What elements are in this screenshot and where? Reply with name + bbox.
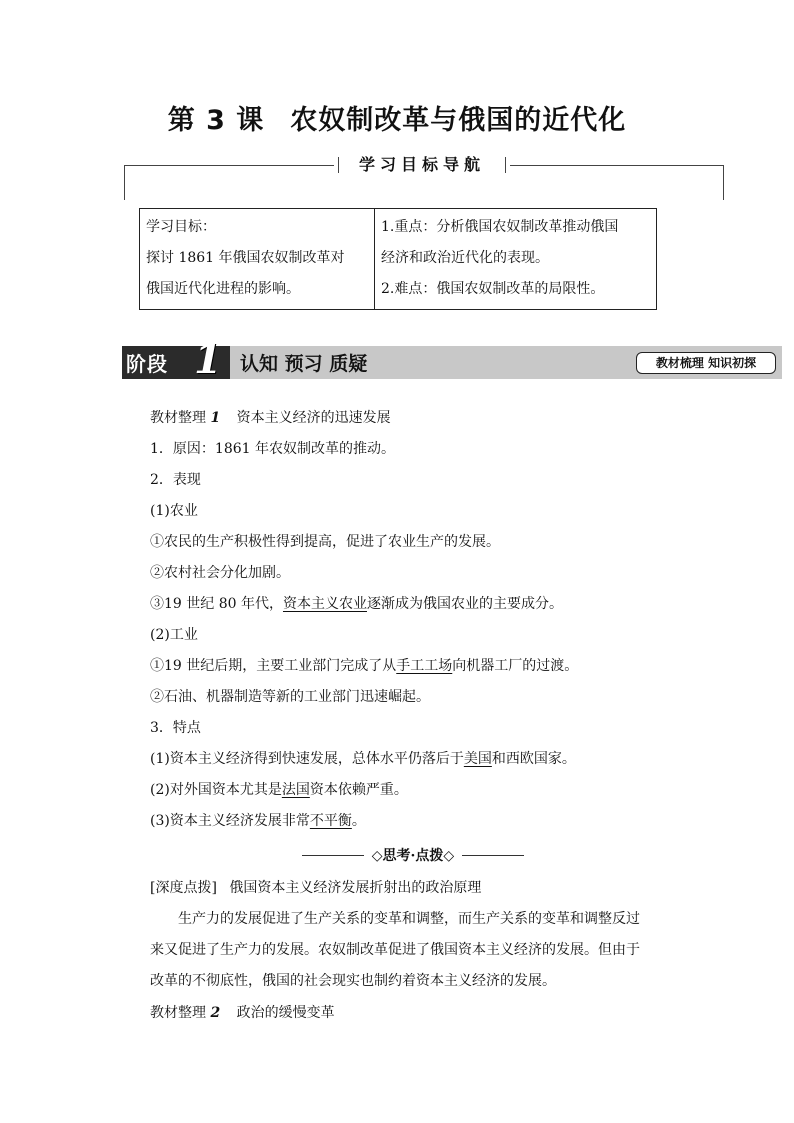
answer-france: 法国: [281, 782, 310, 798]
text-line-6: [150, 595, 563, 613]
text-line-9: ②石油、机器制造等新的工业部门迅速崛起。: [150, 689, 430, 705]
text-line-10: 3．特点: [150, 720, 201, 736]
answer-unbalanced: 不平衡: [309, 813, 352, 829]
text-line-12-start: (2)对外国资本尤其是: [150, 782, 282, 798]
section-2-number: 2: [210, 1005, 221, 1021]
section-2-heading: [150, 1004, 335, 1022]
stage-title: 认知 预习 质疑: [240, 353, 368, 375]
text-line-12-end: 资本依赖严重。: [309, 782, 408, 798]
section-1-label: 教材整理: [150, 410, 206, 426]
text-line-8-start: ①19 世纪后期，主要工业部门完成了从: [150, 658, 397, 674]
think-divider: [302, 845, 524, 865]
deep-title: 俄国资本主义经济发展折射出的政治原理: [229, 880, 482, 896]
lesson-number: 第 3 课: [167, 105, 265, 136]
text-line-13-end: 。: [351, 813, 366, 829]
section-2-label: 教材整理: [150, 1005, 206, 1021]
lesson-name: 农奴制改革与俄国的近代化: [290, 105, 627, 136]
divider-label: ◇思考·点拨◇: [371, 848, 455, 864]
stage-number: 1: [194, 336, 222, 383]
answer-handicraft-workshop: 手工工场: [396, 658, 453, 674]
text-line-11-end: 和西欧国家。: [491, 751, 576, 767]
stage-label: 阶段: [126, 352, 168, 376]
answer-usa: 美国: [463, 751, 492, 767]
answer-capitalist-agriculture: 资本主义农业: [282, 596, 367, 612]
objectives-left-text-1: 探讨 1861 年俄国农奴制改革对: [146, 250, 345, 266]
text-line-11: [150, 750, 576, 768]
deep-label: [深度点拨]: [150, 880, 217, 896]
text-line-1: 1．原因：1861 年农奴制改革的推动。: [150, 441, 395, 457]
section-1-title: 资本主义经济的迅速发展: [236, 410, 391, 426]
page-title: [0, 98, 794, 137]
text-line-6-start: ③19 世纪 80 年代，: [150, 596, 283, 612]
objectives-key-1: 1.重点：分析俄国农奴制改革推动俄国: [381, 219, 619, 235]
objectives-left-cell: [140, 209, 375, 310]
divider-rule-left: [302, 855, 364, 856]
objectives-key-2: 经济和政治近代化的表现。: [381, 250, 549, 266]
text-line-8-end: 向机器工厂的过渡。: [452, 658, 579, 674]
objectives-difficulty: 2.难点：俄国农奴制改革的局限性。: [381, 281, 605, 297]
text-line-11-start: (1)资本主义经济得到快速发展，总体水平仍落后于: [150, 751, 464, 767]
objectives-left-title: 学习目标：: [146, 219, 216, 235]
objectives-table: [139, 208, 657, 310]
text-line-4: ①农民的生产积极性得到提高，促进了农业生产的发展。: [150, 534, 500, 550]
deep-heading: [150, 879, 481, 897]
section-1-number: 1: [210, 410, 221, 426]
objectives-right-cell: [375, 209, 657, 310]
objectives-left-text-2: 俄国近代化进程的影响。: [146, 281, 300, 297]
text-line-6-end: 逐渐成为俄国农业的主要成分。: [366, 596, 563, 612]
text-line-13: [150, 812, 366, 830]
text-line-12: [150, 781, 408, 799]
section-1-heading: [150, 409, 391, 427]
text-line-3: (1)农业: [150, 503, 198, 519]
deep-paragraph: 生产力的发展促进了生产关系的变革和调整，而生产关系的变革和调整反过来又促进了生产力的发展。农奴制改革促进了俄国资本主义经济的发展。但由于改革的不彻底性，俄国的社会现实也制约着资本主义经济的发展。: [150, 911, 640, 989]
text-line-8: [150, 657, 578, 675]
nav-label: 学习目标导航: [334, 151, 510, 179]
text-line-7: (2)工业: [150, 627, 198, 643]
divider-rule-right: [462, 855, 524, 856]
text-line-13-start: (3)资本主义经济发展非常: [150, 813, 310, 829]
stage-badge: 教材梳理 知识初探: [636, 352, 776, 374]
text-line-5: ②农村社会分化加剧。: [150, 565, 290, 581]
text-line-2: 2．表现: [150, 472, 201, 488]
section-2-title: 政治的缓慢变革: [236, 1005, 335, 1021]
